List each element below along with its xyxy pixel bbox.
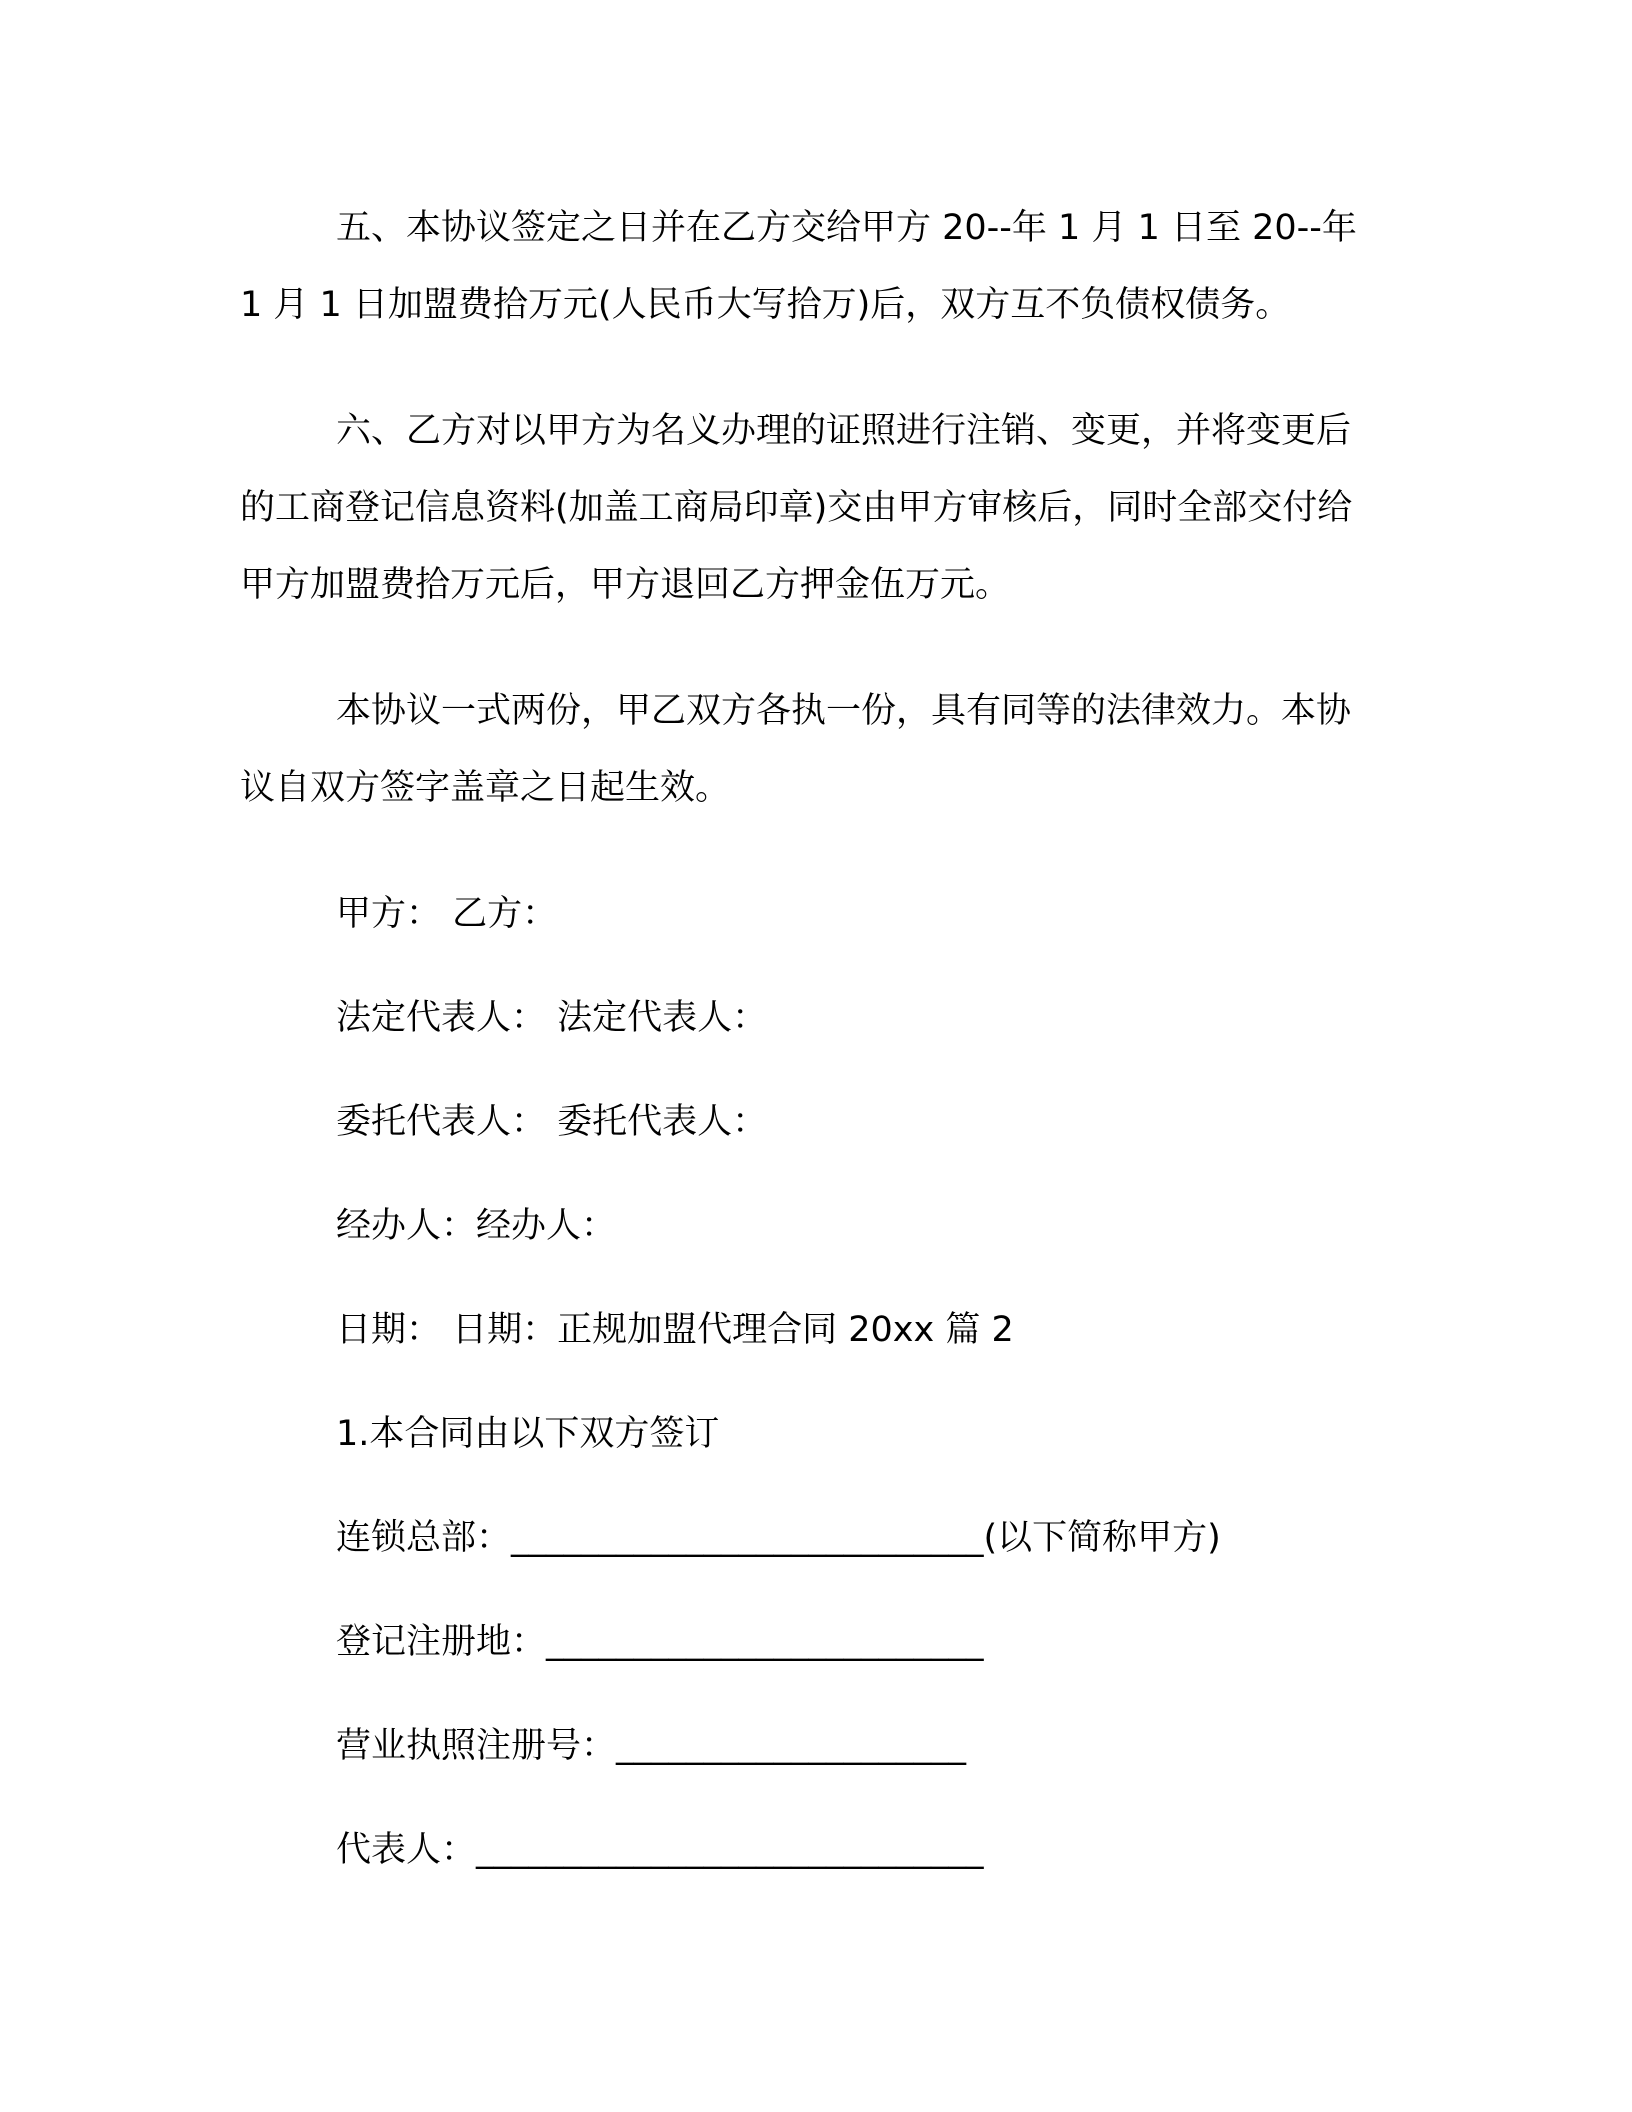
clause-six-paragraph: 六、乙方对以甲方为名义办理的证照进行注销、变更，并将变更后的工商登记信息资料(加盖工商局印章)交由甲方审核后，同时全部交付给甲方加盟费拾万元后，甲方退回乙方押金伍万元。: [240, 411, 1353, 605]
party-line: 甲方： 乙方：: [336, 894, 558, 934]
document-body: [240, 190, 1380, 1916]
representative-field: 代表人：_____________________________: [336, 1830, 984, 1870]
date-and-contract-title-line: 日期： 日期：正规加盟代理合同 20xx 篇 2: [336, 1310, 1014, 1350]
contract-parties-heading: 1.本合同由以下双方签订: [336, 1414, 720, 1454]
legal-representative-line: 法定代表人： 法定代表人：: [336, 998, 768, 1038]
agreement-effect-paragraph: 本协议一式两份，甲乙双方各执一份，具有同等的法律效力。本协议自双方签字盖章之日起生效。: [240, 691, 1352, 808]
chain-headquarters-field: 连锁总部：___________________________(以下简称甲方): [336, 1518, 1221, 1558]
authorized-representative-line: 委托代表人： 委托代表人：: [336, 1102, 768, 1142]
business-license-number-field: 营业执照注册号：____________________: [336, 1726, 967, 1766]
handler-line: 经办人：经办人：: [336, 1206, 617, 1246]
registration-place-field: 登记注册地：_________________________: [336, 1622, 984, 1662]
clause-five-paragraph: 五、本协议签定之日并在乙方交给甲方 20--年 1 月 1 日至 20--年 1 月 1 日加盟费拾万元(人民币大写拾万)后，双方互不负债权债务。: [240, 208, 1357, 325]
